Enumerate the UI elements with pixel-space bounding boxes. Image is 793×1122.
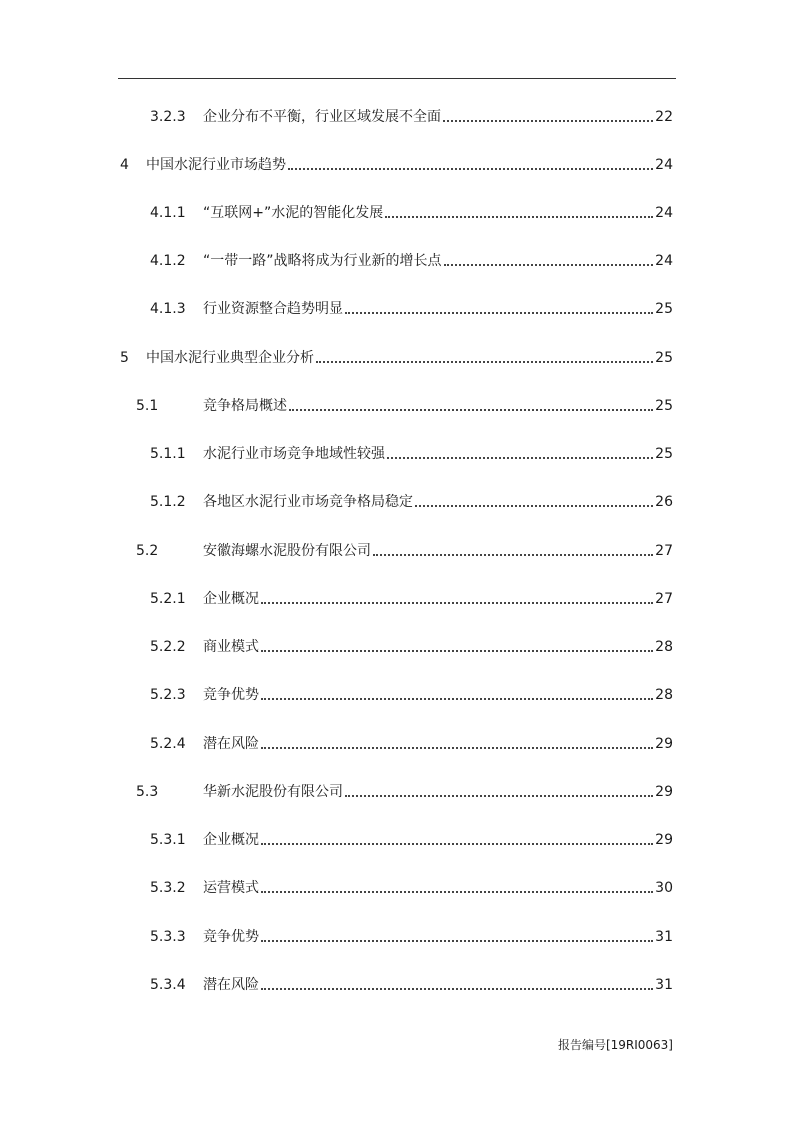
- toc-entry[interactable]: [150, 202, 673, 224]
- toc-dot-leader: [415, 504, 653, 507]
- toc-entry-number: 5.2: [136, 543, 159, 559]
- toc-entry[interactable]: [136, 781, 673, 803]
- toc-entry-number: 5.1: [136, 398, 159, 414]
- toc-entry-page: 29: [655, 736, 673, 752]
- toc-entry-number: 5.3.3: [150, 929, 186, 945]
- toc-entry-title: 中国水泥行业市场趋势: [146, 157, 286, 173]
- toc-dot-leader: [261, 890, 653, 893]
- toc-entry[interactable]: [150, 491, 673, 513]
- toc-entry-number: 5.1.1: [150, 446, 186, 462]
- toc-entry[interactable]: [150, 588, 673, 610]
- toc-entry-number: 5.3.2: [150, 880, 186, 896]
- toc-dot-leader: [261, 601, 653, 604]
- toc-entry-page: 31: [655, 929, 673, 945]
- toc-entry-page: 24: [655, 205, 673, 221]
- toc-entry[interactable]: [150, 974, 673, 996]
- toc-entry-page: 29: [655, 784, 673, 800]
- toc-entry-title: 企业概况: [203, 832, 259, 848]
- toc-entry-number: 5.3: [136, 784, 159, 800]
- toc-entry-page: 29: [655, 832, 673, 848]
- toc-entry[interactable]: [150, 443, 673, 465]
- toc-dot-leader: [373, 553, 653, 556]
- toc-entry-page: 28: [655, 687, 673, 703]
- toc-dot-leader: [444, 263, 654, 266]
- toc-entry-title: 企业概况: [203, 591, 259, 607]
- toc-entry-number: 5.1.2: [150, 494, 186, 510]
- toc-entry-page: 25: [655, 446, 673, 462]
- toc-dot-leader: [261, 746, 653, 749]
- toc-entry-number: 5.2.1: [150, 591, 186, 607]
- toc-entry-title: 各地区水泥行业市场竞争格局稳定: [203, 494, 413, 510]
- toc-entry-number: 5.2.3: [150, 687, 186, 703]
- toc-entry-number: 4.1.2: [150, 253, 186, 269]
- toc-dot-leader: [387, 456, 653, 459]
- toc-entry-title: 潜在风险: [203, 977, 259, 993]
- toc-entry-number: 4: [120, 157, 129, 173]
- toc-entry-number: 5.2.4: [150, 736, 186, 752]
- toc-entry[interactable]: [150, 733, 673, 755]
- toc-entry[interactable]: [150, 877, 673, 899]
- toc-entry-page: 22: [655, 109, 673, 125]
- toc-entry-title: 竞争优势: [203, 929, 259, 945]
- toc-entry-title: 竞争格局概述: [203, 398, 287, 414]
- toc-dot-leader: [289, 408, 653, 411]
- toc-entry-number: 3.2.3: [150, 109, 186, 125]
- toc-entry[interactable]: [150, 106, 673, 128]
- toc-entry-number: 5.3.1: [150, 832, 186, 848]
- toc-entry-title: “互联网+”水泥的智能化发展: [203, 205, 384, 221]
- toc-entry-title: 行业资源整合趋势明显: [203, 301, 343, 317]
- toc-entry[interactable]: [150, 250, 673, 272]
- toc-entry-title: 安徽海螺水泥股份有限公司: [203, 543, 371, 559]
- toc-dot-leader: [261, 842, 653, 845]
- toc-entry[interactable]: [136, 540, 673, 562]
- toc-entry-page: 28: [655, 639, 673, 655]
- toc-dot-leader: [385, 215, 653, 218]
- toc-entry-number: 5.2.2: [150, 639, 186, 655]
- toc-entry[interactable]: [136, 395, 673, 417]
- toc-entry[interactable]: [120, 347, 673, 369]
- toc-entry-number: 5: [120, 350, 129, 366]
- toc-dot-leader: [443, 119, 653, 122]
- toc-entry-page: 24: [655, 157, 673, 173]
- toc-entry-page: 27: [655, 591, 673, 607]
- toc-entry-number: 5.3.4: [150, 977, 186, 993]
- toc-entry-title: 竞争优势: [203, 687, 259, 703]
- toc-entry-title: “一带一路”战略将成为行业新的增长点: [203, 253, 442, 269]
- report-number: 报告编号[19RI0063]: [557, 1038, 673, 1052]
- toc-entry-page: 24: [655, 253, 673, 269]
- toc-entry[interactable]: [120, 154, 673, 176]
- toc-entry-page: 25: [655, 398, 673, 414]
- toc-entry[interactable]: [150, 684, 673, 706]
- toc-entry[interactable]: [150, 636, 673, 658]
- toc-entry-page: 25: [655, 350, 673, 366]
- toc-entry-title: 企业分布不平衡，行业区域发展不全面: [203, 109, 441, 125]
- toc-entry-title: 潜在风险: [203, 736, 259, 752]
- toc-entry-page: 31: [655, 977, 673, 993]
- toc-entry-page: 26: [655, 494, 673, 510]
- toc-entry-title: 运营模式: [203, 880, 259, 896]
- header-divider: [118, 78, 676, 79]
- toc-entry[interactable]: [150, 926, 673, 948]
- toc-dot-leader: [288, 167, 653, 170]
- toc-entry-page: 25: [655, 301, 673, 317]
- toc-dot-leader: [261, 939, 653, 942]
- toc-entry[interactable]: [150, 829, 673, 851]
- toc-dot-leader: [345, 794, 653, 797]
- toc-dot-leader: [261, 649, 653, 652]
- toc-dot-leader: [316, 360, 653, 363]
- toc-entry-number: 4.1.3: [150, 301, 186, 317]
- toc-entry-page: 30: [655, 880, 673, 896]
- toc-dot-leader: [261, 987, 653, 990]
- toc-entry[interactable]: [150, 298, 673, 320]
- toc-dot-leader: [261, 697, 653, 700]
- toc-entry-page: 27: [655, 543, 673, 559]
- toc-entry-title: 商业模式: [203, 639, 259, 655]
- toc-entry-title: 中国水泥行业典型企业分析: [146, 350, 314, 366]
- toc-entry-number: 4.1.1: [150, 205, 186, 221]
- toc-entry-title: 华新水泥股份有限公司: [203, 784, 343, 800]
- toc-entry-title: 水泥行业市场竞争地域性较强: [203, 446, 385, 462]
- toc-dot-leader: [345, 311, 653, 314]
